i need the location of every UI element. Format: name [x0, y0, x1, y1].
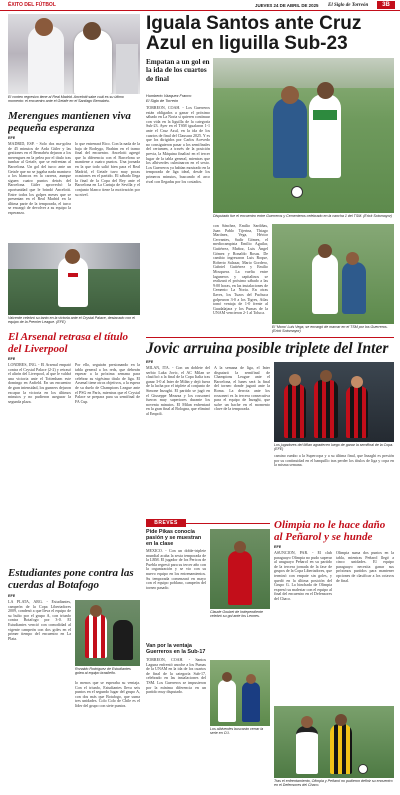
breves-rule	[186, 523, 270, 524]
iguala-body-2: con Sánchez, Emilio Sardiñas, Juan Pablo Tijerina, Thiago Martínez, Vega, Héctor Cervantes, Sadir Gómez, el mediocampista Emilio Aguilar, Gutiérrez, Muñoz, Luis Ángel Gómez y Ronaldo Rosas. De cambio ingresaron Luis Roque, Roberto Salazar, Mario Gordero, Gabriel Gutiérrez y Emilio Mosquera. La vuelta entre laguneros y capitalinos se realizará el próximo sábado a las 9:00 horas, en las instalaciones de Cemento La Noria. En otras llaves, los Tuzos del Pachuca golpearon 3-0 a los Tigres, Atlas tomó ventaja de 1-0 frente al Guadalajara y los Pumas de la UNAM vencieron 2-1 al Toluca.	[213, 224, 268, 316]
estudiantes-photo	[75, 600, 140, 666]
independiente-caption: Claude Goubet de Independiente celebró su gol ante los Leones.	[210, 610, 263, 619]
olimpia-kicker: EFE	[274, 545, 282, 549]
milan-photo	[274, 362, 394, 442]
milan-caption: Los jugadores del Milan agradecen luego de ganar la semifinal de la Copa. (EFE)	[274, 443, 394, 452]
merengues-body-2: lo que entrenará Rico. Con la nada de la baja de Rodrygo, Brahim en el tramo final del encuentro. Ancelotti agregó que la diferencia con el Barcelona se mantiene a cuatro puntos. Una jornada en la que todo salió bien para el Real Madrid, el Getafe tuvo muy pocas ocasiones en el partido. El sábado llega la final de la Copa del Rey ante el Barcelona en La Cartuja de Sevilla y el conjunto blanco tiene la motivación por su nivel.	[75, 142, 140, 197]
olimpia-body-1: ASUNCIÓN, PAR. - El club paraguayo Olimpia no pudo superar al uruguayo Peñarol en su partido de la tercera jornada de la fase de grupos de la Copa Libertadores, que terminó con empate sin goles, y quedó en la última posición del Grupo G. La hinchada de Olimpia expresó su malestar con el equipo al final del encuentro en el Defensores del Chaco.	[274, 551, 332, 601]
arsenal-headline: El Arsenal retrasa el título del Liverpool	[8, 331, 129, 355]
botafogo-body-2: lo menos que se esperaba su ventaja. Con el triunfo, Estudiantes lleva seis puntos en el segundo lugar del grupo A, con dos más que Botafogo, que suma tres unidades. Colo Colo de Chile es el líder del grupo con siete puntos.	[75, 681, 140, 708]
olimpia-photo	[274, 706, 394, 778]
olimpia-headline: Olimpia no le hace daño al Peñarol y se hunde	[274, 519, 386, 543]
breves-headline-2: Van por la ventaja Guerreros en la Sub-17	[146, 643, 206, 656]
jovic-kicker: EFE	[146, 360, 154, 364]
iguala-caption-1: Disputado fue el encuentro entre Guerreros y Cementeros celebrado en la cancha 1 del TSM. (Erick Sotomayor)	[213, 214, 392, 218]
iguala-subtitle: Empatan a un gol en la ida de los cuartos de final	[146, 58, 210, 83]
estudiantes-caption: Ronaldo Rodríguez de Estudiantes golea al equipo brasileño.	[75, 667, 131, 676]
jovic-rule	[146, 337, 394, 338]
jovic-body-3: camino rumbo a la Supercopa y a su última final, que Inzaghi es presión por su continuidad en el banquillo tras perder los títulos de liga y copa en la misma semana.	[274, 454, 394, 468]
botafogo-kicker: EFE	[8, 594, 16, 598]
botafogo-body-1: LA PLATA, ARG. - Estudiantes, campeón de la Copa Libertadores 2009, condenó a que lleva el equipo de su bulto por el grupo A, con triunfo contra Botafogo por 3-0. El Estudiantes venció con comodidad al vigente campeón con dos goles en el primer tiempo del encuentro en La Plata.	[8, 600, 71, 641]
arsenal-body-2: Por ello, seguirán presionando en la tabla general a los reds, que deberán esperar a la próxima semana para celebrar su vigésimo título de liga. El Arsenal tiene otros objetivos, a la espera de su duelo de Champions League ante el PSG en París, mientras que el Crystal Palace se prepara para su semifinal de FA Cup.	[75, 363, 140, 404]
masthead	[0, 0, 400, 11]
olimpia-caption: Tras el enfrentamiento, Olimpia y Peñarol no pudieron definir su encuentro en el Defensores del Chaco.	[274, 779, 393, 788]
guerreros-cementeros-photo	[213, 58, 394, 213]
santos-sub17-photo	[210, 660, 270, 726]
olimpia-body-2: Olimpia suma dos puntos en la tabla, mientras Peñarol llegó a cinco unidades. El equipo paraguayo necesita ganar sus próximos partidos para mantener opciones de clasificar a los octavos de final.	[336, 551, 394, 583]
merengues-headline: Merengues mantienen viva pequeña esperanza	[8, 110, 131, 134]
breves-body-2: TORREÓN, COAH. - Santos Laguna enfrentó anoche a los Pumas de la UNAM en la ida de los cuartos de final de la categoría Sub-17, celebrado en las instalaciones del TSM. Los Guerreros se impusieron por la mínima diferencia en un partido muy disputado.	[146, 658, 206, 695]
premier-photo	[8, 243, 140, 315]
independiente-photo	[210, 529, 270, 609]
iguala-headline: Iguala Santos ante Cruz Azul en liguilla Sub-23	[146, 14, 362, 54]
real-madrid-photo	[8, 14, 140, 94]
arsenal-kicker: EFE	[8, 357, 16, 361]
botafogo-headline: Estudiantes pone contra las cuerdas al Botafogo	[8, 567, 134, 591]
luis-vega-photo	[272, 224, 394, 324]
section-logo: ÉXITO DEL FÚTBOL	[8, 2, 56, 8]
paper-name: El Siglo de Torreón	[328, 2, 369, 8]
premier-caption: Valverde celebró su tanto en la victoria ante el Crystal Palace, destacado con el equipo de la Premier League. (EFE)	[8, 316, 135, 325]
jovic-body-1: MILÁN, ITA. - Con un doblete del serbio Luka Jovic, el AC Milan se clasificó a la final de la Copa Italia tras ganar 3-0 al Inter de Milán y dejó fuera de la lucha por el triplete al conjunto de Simone Inzaghi. El partido se jugó en el Giuseppe Meazza y los rossoneri fueron muy superiores durante los noventa minutos. El Milan enfrentará en la gran final al Bologna, que eliminó al Empoli.	[146, 366, 210, 416]
jovic-headline: Jovic arruina posible triplete del Inter	[146, 340, 389, 357]
breves-label: BREVES	[146, 519, 186, 527]
breves-headline-1: Pide Pikas conocía pasión y se muestran en la clase	[146, 529, 202, 548]
date: JUEVES 24 DE ABRIL DE 2025	[255, 3, 319, 8]
real-madrid-caption: El conteo regresivo tiene al Real Madrid. Ancelotti sabe cuál es su último momento: el encuentro ante el Getafe en el Santiago Bernabéu.	[8, 95, 124, 104]
santos-sub17-caption: Los albiverdes buscarán cerrar la serie en CU.	[210, 727, 264, 736]
merengues-kicker: EFE	[8, 136, 16, 140]
iguala-caption-2: El 'Mono' Luis Vega, se encargó de marcar en el TSM por los Guerreros. (Erick Sotomayor)	[272, 325, 388, 334]
page-number: 3B	[377, 1, 395, 9]
arsenal-body-1: LONDRES, ING. - El Arsenal empató contra el Crystal Palace (2-2) y retrasó el alirón del Liverpool, al que le valdrá una victoria ante el Tottenham este domingo en Anfield. En un encuentro de gran intensidad, los gunners dejaron escapar la victoria en los últimos minutos y no pudieron asegurar la segunda plaza.	[8, 363, 71, 404]
breves-body-1: MÉXICO. - Con un doble-triplete mundial acaba la sexta temporada de la LBM. El jugador de los Pericos de Puebla regresó para su tercer año con la organización y se vio con su nuevo equipo en los entrenamientos. Su temporada comenzará en mayo con el equipo poblano, campeón del torneo pasado.	[146, 549, 206, 590]
jovic-body-2: A la semana de liga, el Inter disputará la semifinal de Champions League ante el Barcelona, el lunes será la final del torneo donde jugará ante la Roma. La derrota ante los rossoneri es la tercera consecutiva para el equipo de Inzaghi, que sufre un bache en el momento clave de la temporada.	[214, 366, 270, 412]
iguala-byline: Humberto Vázquez Franco El Siglo de Torreón	[146, 94, 192, 103]
merengues-body-1: MADRID, ESP. - Solo dos ma-golea de 45 minutos de Arda Güler y las gestiones en el Bernabéu dejaron a los merengues en la pelea por el título tras tumbar al Getafe, que se enfrentan al Barcelona. Un gol del turco ante un Getafe que no se jugaba nada mantuvo a los blancos en la carrera, aunque siguen cuatro puntos detrás del Barcelona. Güler aprovechó la oportunidad que le brindó Ancelotti. Entre todos los golpes meses que se presentan en el Real Madrid en la última parte de la temporada, el turco se encargó de devolver a su equipo la esperanza.	[8, 142, 71, 215]
iguala-body-1: TORREÓN, COAH. - Los Guerreros están obligados a ganar el próximo sábado en La Noria si quieren continuar con vida en la liguilla de la categoría Sub-23. Ayer en el TSM igualaron 1-1 ante el Cruz Azul, en la ida de los cuartos de final del Clausura 2025. Y es que los dirigidos por Carlos Acevedo no consiguieron pasar a los semifinales del certamen, a través de la posición previa, la Máquina finalizó en el tercer lugar de la tabla general, mientras que los albiverdes culminaron en el sexto. Los Guerreros ya habían mostrado en la temporada de liga ideal, desde los primeros minutos, buscando el arco rival con llegadas por los costados.	[146, 106, 210, 184]
